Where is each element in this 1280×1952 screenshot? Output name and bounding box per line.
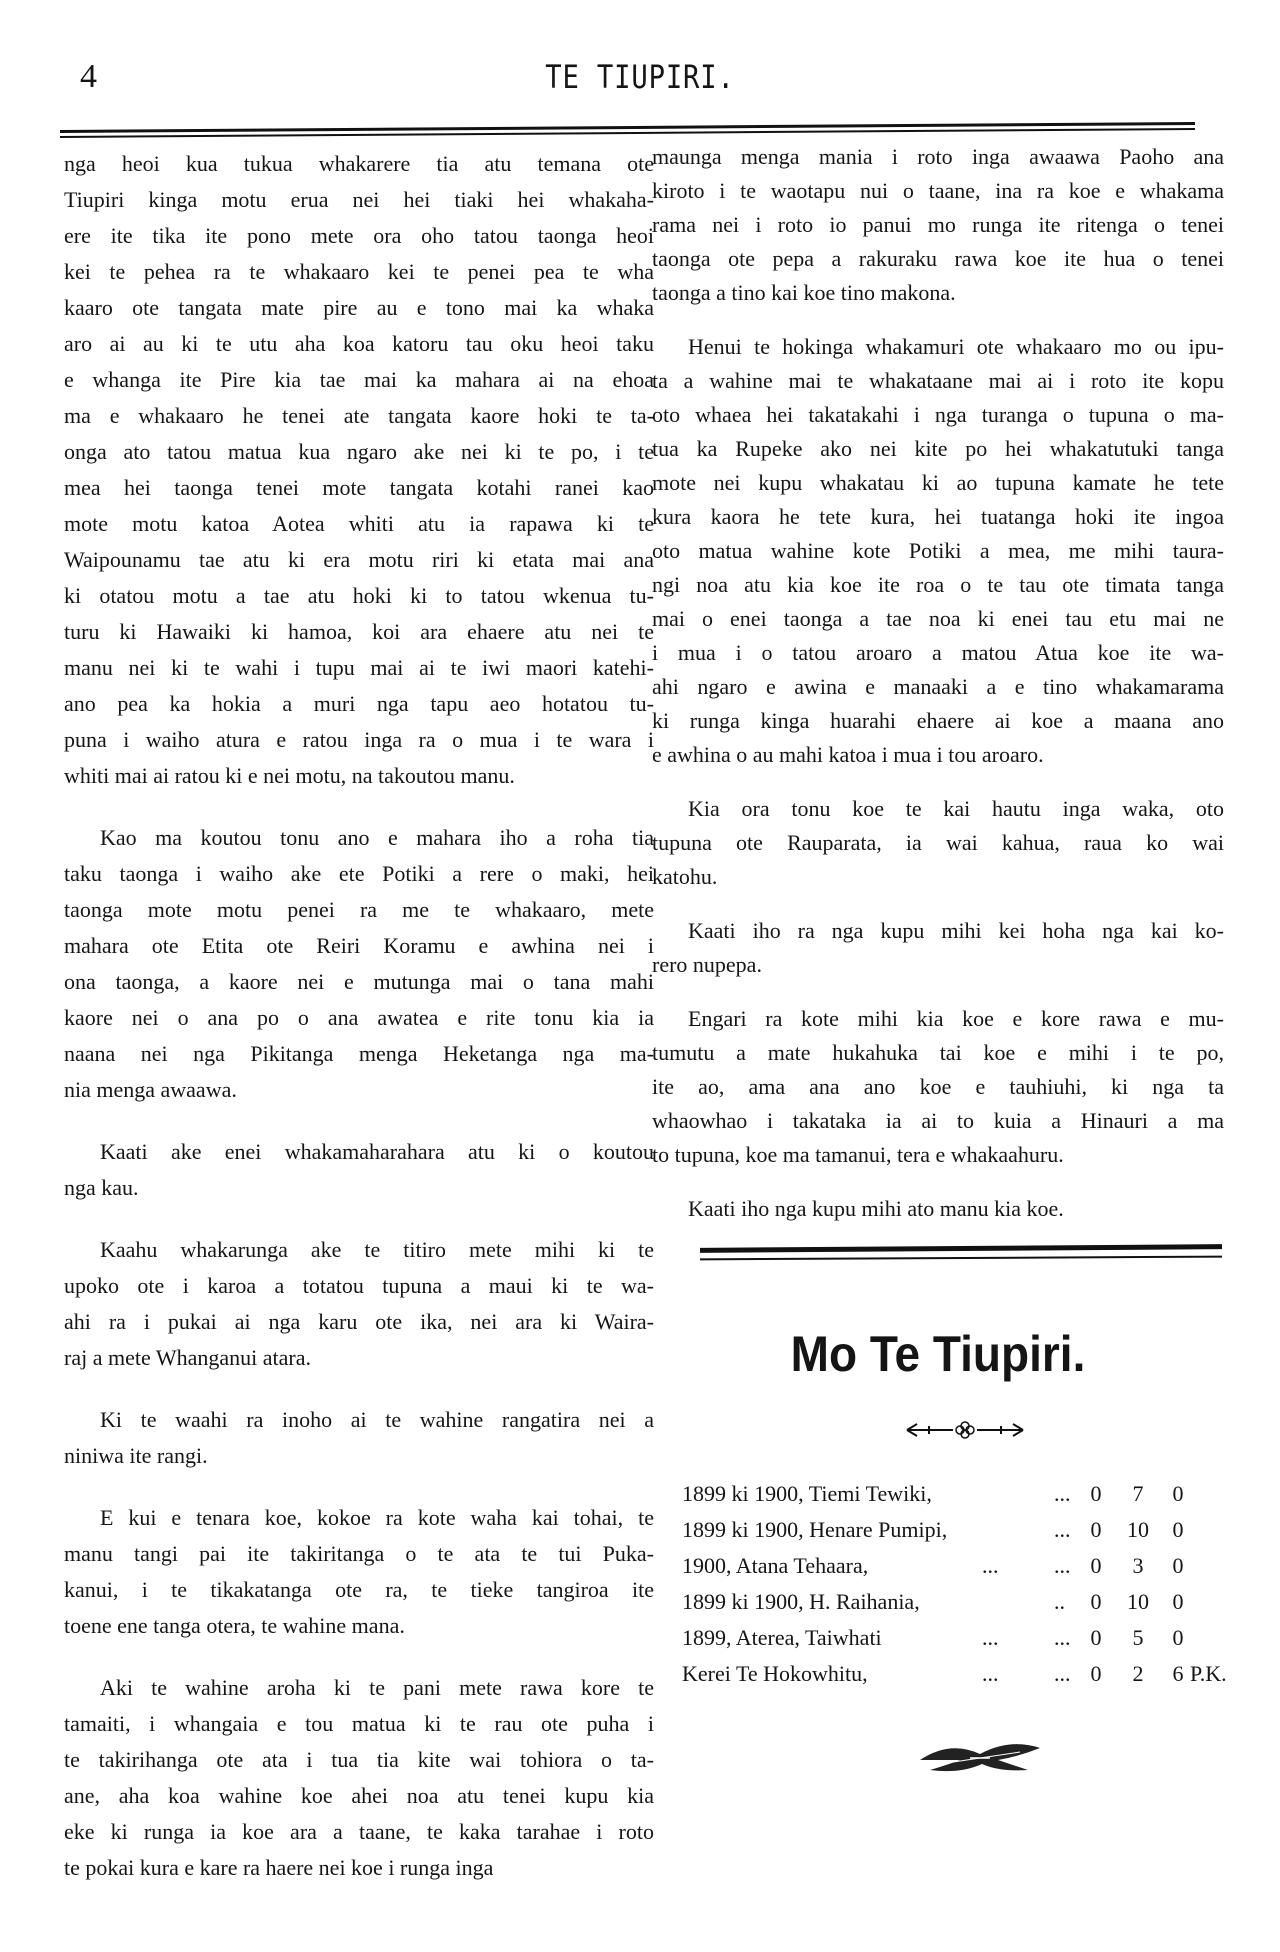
text-line: Kaati ake enei whakamaharahara atu ki o koutou xyxy=(100,1139,654,1164)
text-line: mea hei taonga tenei mote tangata kotahi ranei kao xyxy=(64,475,654,500)
text-line: niniwa ite rangi. xyxy=(64,1443,208,1468)
table-row xyxy=(682,1584,1242,1620)
text-line: kiroto i te waotapu nui o taane, ina ra koe e whakama xyxy=(652,178,1224,203)
paragraph xyxy=(652,1002,1224,1172)
text-line: nga kau. xyxy=(64,1175,139,1200)
amount-shillings: 10 xyxy=(1127,1517,1149,1542)
leader-dots: ... xyxy=(982,1625,999,1650)
text-line: ano pea ka hokia a muri nga tapu aeo hotatou tu- xyxy=(64,691,654,716)
text-line: mahara ote Etita ote Reiri Koramu e awhina nei i xyxy=(64,933,654,958)
paragraph xyxy=(652,914,1224,982)
leader-dots: ... xyxy=(1054,1625,1071,1650)
amount-pence: 0 xyxy=(1172,1589,1184,1614)
arrow-flower-ornament-icon xyxy=(905,1418,1025,1442)
text-line: kaore nei o ana po o ana awatea e rite tonu kia ia xyxy=(64,1005,654,1030)
text-line: nia menga awaawa. xyxy=(64,1077,237,1102)
text-line: taonga a tino kai koe tino makona. xyxy=(652,280,956,305)
text-line: toene ene tanga otera, te wahine mana. xyxy=(64,1613,405,1638)
leader-dots: ... xyxy=(982,1661,999,1686)
text-line: taonga ote pepa a rakuraku rawa koe ite hua o tenei xyxy=(652,246,1224,271)
paragraph xyxy=(64,1134,654,1206)
subscriptions-table xyxy=(682,1476,1242,1692)
leader-dots: ... xyxy=(1054,1553,1071,1578)
amount-pence: 0 xyxy=(1172,1625,1184,1650)
eagle-ornament-icon xyxy=(910,1730,1050,1780)
paragraph xyxy=(64,1402,654,1474)
text-line: kura kaora he tete kura, hei tuatanga hoki ite ingoa xyxy=(652,504,1224,529)
subscriber-name: 1899, Aterea, Taiwhati xyxy=(682,1625,882,1650)
paragraph xyxy=(64,146,654,794)
amount-pounds: 0 xyxy=(1090,1517,1102,1542)
subscriber-name: 1899 ki 1900, Henare Pumipi, xyxy=(682,1517,948,1542)
section-rule-thick xyxy=(700,1244,1222,1253)
text-line: E kui e tenara koe, kokoe ra kote waha kai tohai, te xyxy=(100,1505,654,1530)
paragraph xyxy=(652,792,1224,894)
left-column xyxy=(64,146,654,1886)
paragraph xyxy=(652,1192,1224,1226)
text-line: taku taonga i waiho ake ete Potiki a rere o maki, hei xyxy=(64,861,654,886)
paragraph xyxy=(652,330,1224,772)
text-line: Kaahu whakarunga ake te titiro mete mihi ki te xyxy=(100,1237,654,1262)
text-line: to tupuna, koe ma tamanui, tera e whakaahuru. xyxy=(652,1142,1064,1167)
subscriber-name: Kerei Te Hokowhitu, xyxy=(682,1661,868,1686)
text-line: i mua i o tatou aroaro a matou Atua koe ite wa- xyxy=(652,640,1224,665)
text-line: ngi noa atu kia koe ite roa o te tau ote timata tanga xyxy=(652,572,1224,597)
text-line: ta a wahine mai te whakataane mai ai i roto ite kopu xyxy=(652,368,1224,393)
leader-dots: ... xyxy=(1054,1661,1071,1686)
amount-pounds: 0 xyxy=(1090,1589,1102,1614)
paragraph xyxy=(64,1232,654,1376)
amount-pence: 0 xyxy=(1172,1553,1184,1578)
text-line: whaowhao i takataka ia ai to kuia a Hinauri a ma xyxy=(652,1108,1224,1133)
text-line: Tiupiri kinga motu erua nei hei tiaki hei whakaha- xyxy=(64,187,654,212)
section-title: Mo Te Tiupiri. xyxy=(790,1326,1086,1382)
table-row xyxy=(682,1620,1242,1656)
text-line: naana nei nga Pikitanga menga Heketanga nga ma- xyxy=(64,1041,654,1066)
subscriber-name: 1899 ki 1900, Tiemi Tewiki, xyxy=(682,1481,932,1506)
text-line: turu ki Hawaiki ki hamoa, koi ara ehaere atu nei te xyxy=(64,619,654,644)
text-line: tamaiti, i whangaia e tou matua ki te rau ote puha i xyxy=(64,1711,654,1736)
text-line: te takirihanga ote ata i tua tia kite wai tohiora o ta- xyxy=(64,1747,654,1772)
text-line: kaaro ote tangata mate pire au e tono mai ka whaka xyxy=(64,295,654,320)
text-line: maunga menga mania i roto inga awaawa Paoho ana xyxy=(652,144,1224,169)
amount-pounds: 0 xyxy=(1090,1553,1102,1578)
text-line: ki runga kinga huarahi ehaere ai koe a maana ano xyxy=(652,708,1224,733)
leader-dots: ... xyxy=(1054,1517,1071,1542)
text-line: ere ite tika ite pono mete ora oho tatou taonga heoi xyxy=(64,223,654,248)
leader-dots: ... xyxy=(982,1553,999,1578)
text-line: ite ao, ama ana ano koe e tauhiuhi, ki nga ta xyxy=(652,1074,1224,1099)
page-number: 4 xyxy=(80,58,97,95)
text-line: mai o enei taonga a tae noa ki enei tau etu mai ne xyxy=(652,606,1224,631)
text-line: nga heoi kua tukua whakarere tia atu temana ote xyxy=(64,151,654,176)
section-rule-thin xyxy=(700,1256,1222,1261)
amount-pence: 0 xyxy=(1172,1481,1184,1506)
text-line: Kaati iho nga kupu mihi ato manu kia koe. xyxy=(688,1196,1064,1221)
text-line: Ki te waahi ra inoho ai te wahine rangatira nei a xyxy=(100,1407,654,1432)
paragraph xyxy=(64,1670,654,1886)
text-line: puna i waiho atura e ratou inga ra o mua i te wara i xyxy=(64,727,654,752)
amount-shillings: 2 xyxy=(1132,1661,1144,1686)
text-line: raj a mete Whanganui atara. xyxy=(64,1345,311,1370)
text-line: manu nei ki te wahi i tupu mai ai te iwi maori katehi- xyxy=(64,655,654,680)
amount-shillings: 10 xyxy=(1127,1589,1149,1614)
text-line: tupuna ote Rauparata, ia wai kahua, raua ko wai xyxy=(652,830,1224,855)
amount-pounds: 0 xyxy=(1090,1481,1102,1506)
table-row xyxy=(682,1656,1242,1692)
text-line: e whanga ite Pire kia tae mai ka mahara ai na ehoa xyxy=(64,367,654,392)
text-line: Kao ma koutou tonu ano e mahara iho a roha tia xyxy=(100,825,654,850)
text-line: kanui, i te tikakatanga ote ra, te tieke tangiroa ite xyxy=(64,1577,654,1602)
paragraph xyxy=(652,140,1224,310)
amount-pence: 6 xyxy=(1172,1661,1184,1686)
leader-dots: ... xyxy=(1054,1481,1071,1506)
leader-dots: .. xyxy=(1054,1589,1065,1614)
text-line: mote motu katoa Aotea whiti atu ia rapawa ki te xyxy=(64,511,654,536)
text-line: oto whaea hei takatakahi i nga turanga o tupuna o ma- xyxy=(652,402,1224,427)
masthead-title: TE TIUPIRI. xyxy=(545,58,735,96)
right-column xyxy=(652,140,1224,1226)
subscriber-name: 1900, Atana Tehaara, xyxy=(682,1553,869,1578)
amount-pence: 0 xyxy=(1172,1517,1184,1542)
text-line: ki otatou motu a tae atu hoki ki to tatou wkenua tu- xyxy=(64,583,654,608)
text-line: Waipounamu tae atu ki era motu riri ki etata mai ana xyxy=(64,547,654,572)
text-line: Kaati iho ra nga kupu mihi kei hoha nga kai ko- xyxy=(688,918,1224,943)
text-line: katohu. xyxy=(652,864,718,889)
text-line: te pokai kura e kare ra haere nei koe i runga inga xyxy=(64,1855,494,1880)
table-row xyxy=(682,1476,1242,1512)
text-line: kei te pehea ra te whakaaro kei te penei pea te wha xyxy=(64,259,654,284)
text-line: ahi ngaro e awina e manaaki a e tino whakamarama xyxy=(652,674,1224,699)
text-line: upoko ote i karoa a totatou tupuna a maui ki te wa- xyxy=(64,1273,654,1298)
amount-shillings: 5 xyxy=(1132,1625,1144,1650)
text-line: tua ka Rupeke ako nei kite po hei whakatutuki tanga xyxy=(652,436,1224,461)
text-line: onga ato tatou matua kua ngaro ake nei ki te po, i te xyxy=(64,439,654,464)
text-line: whiti mai ai ratou ki e nei motu, na takoutou manu. xyxy=(64,763,515,788)
text-line: rama nei i roto io panui mo runga ite ritenga o tenei xyxy=(652,212,1224,237)
text-line: aro ai au ki te utu aha koa katoru tau oku heoi taku xyxy=(64,331,654,356)
amount-note: P.K. xyxy=(1190,1661,1227,1686)
text-line: Henui te hokinga whakamuri ote whakaaro mo ou ipu- xyxy=(688,334,1224,359)
paragraph xyxy=(64,820,654,1108)
text-line: ane, aha koa wahine koe ahei noa atu tenei kupu kia xyxy=(64,1783,654,1808)
amount-shillings: 7 xyxy=(1132,1481,1144,1506)
amount-pounds: 0 xyxy=(1090,1661,1102,1686)
amount-pounds: 0 xyxy=(1090,1625,1102,1650)
text-line: Engari ra kote mihi kia koe e kore rawa e mu- xyxy=(688,1006,1224,1031)
text-line: ahi ra i pukai ai nga karu ote ika, nei ara ki Waira- xyxy=(64,1309,654,1334)
text-line: mote nei kupu whakatau ki ao tupuna kamate he tete xyxy=(652,470,1224,495)
text-line: ona taonga, a kaore nei e mutunga mai o tana mahi xyxy=(64,969,654,994)
text-line: manu tangi pai ite takiritanga o te ata te tui Puka- xyxy=(64,1541,654,1566)
table-row xyxy=(682,1512,1242,1548)
text-line: Aki te wahine aroha ki te pani mete rawa kore te xyxy=(100,1675,654,1700)
amount-shillings: 3 xyxy=(1132,1553,1144,1578)
subscriber-name: 1899 ki 1900, H. Raihania, xyxy=(682,1589,920,1614)
text-line: eke ki runga ia koe ara a taane, te kaka tarahae i roto xyxy=(64,1819,654,1844)
text-line: e awhina o au mahi katoa i mua i tou aroaro. xyxy=(652,742,1044,767)
table-row xyxy=(682,1548,1242,1584)
text-line: Kia ora tonu koe te kai hautu inga waka, oto xyxy=(688,796,1224,821)
text-line: oto matua wahine kote Potiki a mea, me mihi taura- xyxy=(652,538,1224,563)
text-line: ma e whakaaro he tenei ate tangata kaore hoki te ta- xyxy=(64,403,654,428)
text-line: tumutu a mate hukahuka tai koe e mihi i te po, xyxy=(652,1040,1224,1065)
text-line: rero nupepa. xyxy=(652,952,762,977)
text-line: taonga mote motu penei ra me te whakaaro, mete xyxy=(64,897,654,922)
paragraph xyxy=(64,1500,654,1644)
